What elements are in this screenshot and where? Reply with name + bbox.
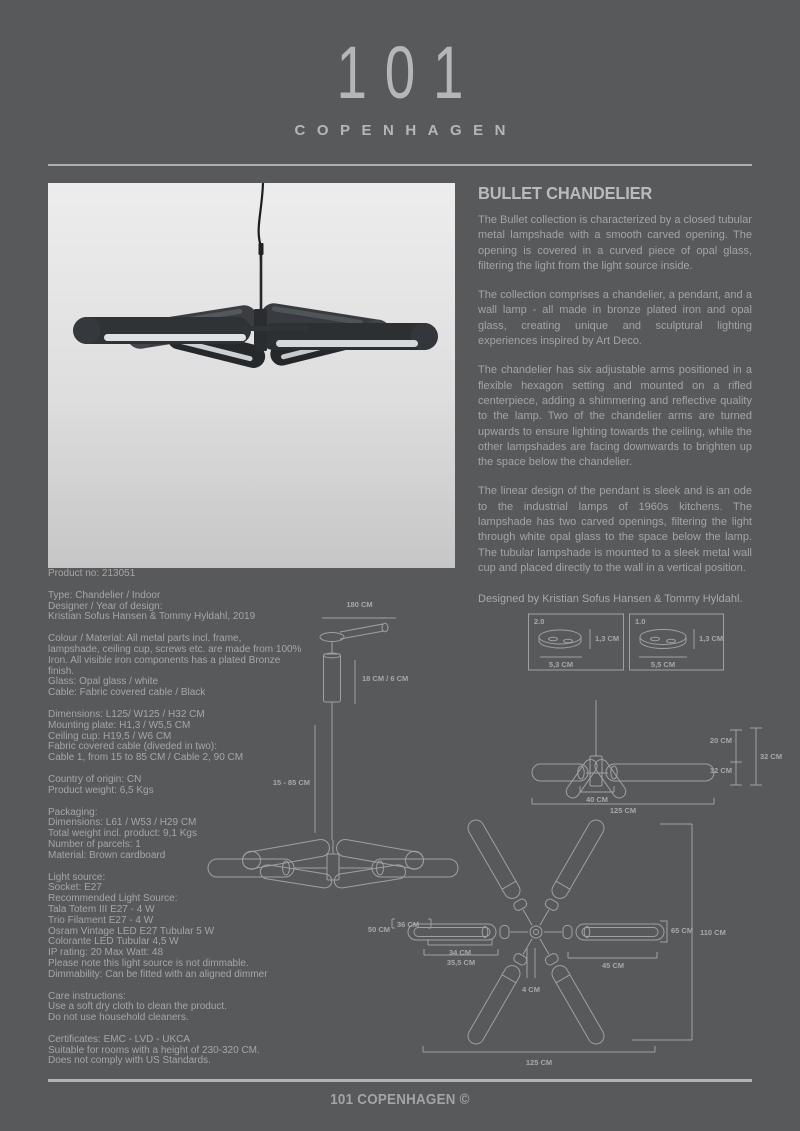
brand-logo: 101: [336, 31, 482, 114]
dim-plate2-diameter: 5,5 CM: [650, 660, 676, 669]
brand-name: COPENHAGEN: [294, 122, 517, 139]
header-divider: [48, 164, 752, 166]
spec-block-care: [48, 992, 316, 1024]
footer-text: 101 COPENHAGEN ©: [330, 1092, 470, 1108]
spec-line: Iron. All visible iron components has a plated Bronze: [48, 654, 281, 666]
spec-line: Type: Chandelier / Indoor: [48, 589, 161, 601]
spec-line: Glass: Opal glass / white: [48, 676, 159, 688]
spec-block-certificates: [48, 1035, 316, 1067]
dim-plate1-version: 2.0: [534, 617, 545, 626]
dim-side-width: 125 CM: [609, 806, 637, 815]
spec-line: Product weight: 6,5 Kgs: [48, 784, 154, 796]
paragraph: The chandelier has six adjustable arms positioned in a flexible hexagon setting and mounted on a rifled centerpiece, adding a shimmering and reflective quality to the lamp. Two of the chandelier arms are turned upwards to ensure lighting towards the ceiling, while the other lampshades are facing downwards to brighten up the space below the chandelier.: [478, 364, 752, 469]
spec-line: Number of parcels: 1: [48, 838, 141, 850]
dim-top-radius-height: 110 CM: [700, 928, 726, 937]
spec-line: Mounting plate: H1,3 / W5,5 CM: [48, 719, 191, 731]
paragraph: The Bullet collection is characterized by a closed tubular metal lampshade with a smooth carved opening. The opening is covered in a curved piece of opal glass, filtering the light from the light source inside.: [478, 214, 752, 272]
dim-side-shade: 12 CM: [709, 766, 732, 775]
spec-line: Dimensions: L125/ W125 / H32 CM: [48, 708, 205, 720]
spec-line: Suitable for rooms with a height of 230-320 CM.: [48, 1044, 260, 1056]
dim-plate1-diameter: 5,3 CM: [548, 660, 574, 669]
spec-line: Ceiling cup: H19,5 / W6 CM: [48, 730, 172, 742]
dim-top-arm: 50 CM: [367, 925, 390, 934]
chandelier-photo-illustration: [48, 183, 455, 568]
dim-top-arm-inner: 36 CM: [397, 920, 420, 929]
dim-plate2-version: 1.0: [635, 617, 646, 626]
spec-line: Colour / Material: All metal parts incl. frame,: [48, 633, 242, 645]
top-view-sketch: [370, 818, 730, 1076]
spec-line: finish.: [48, 665, 75, 677]
dim-pendant-width: 180 CM: [346, 600, 373, 609]
spec-line: Packaging:: [48, 806, 98, 818]
spec-line: Use a soft dry cloth to clean the product.: [48, 1001, 227, 1013]
spec-line: Please note this light source is not dimmable.: [48, 957, 249, 969]
dim-side-total-height: 32 CM: [760, 752, 783, 761]
spec-line: Designer / Year of design:: [48, 600, 163, 612]
product-title: BULLET CHANDELIER: [478, 183, 653, 203]
spec-line: Light source:: [48, 871, 106, 883]
dim-top-center-gap: 4 CM: [522, 985, 540, 994]
product-paragraphs: [478, 213, 752, 576]
spec-line: IP rating: 20 Max Watt: 48: [48, 947, 164, 959]
designed-by: Designed by Kristian Sofus Hansen & Tommy Hyldahl.: [478, 593, 743, 606]
dim-cable-length: 15 - 85 CM: [272, 778, 310, 787]
dim-top-arm-right: 45 CM: [601, 961, 625, 970]
spec-line: Cable 1, from 15 to 85 CM / Cable 2, 90 CM: [48, 752, 244, 764]
spec-line: lampshade, ceiling cup, screws etc. are made from 100%: [48, 643, 302, 655]
dim-side-center: 40 CM: [585, 795, 609, 804]
dim-canopy-height: 18 CM / 6 CM: [362, 674, 409, 683]
spec-line: Osram Vintage LED E27 Tubular 5 W: [48, 925, 215, 937]
spec-line: Trio Filament E27 - 4 W: [48, 914, 154, 926]
spec-line: Do not use household cleaners.: [48, 1012, 189, 1024]
side-view-sketch: [528, 700, 783, 815]
spec-line: Dimensions: L61 / W53 / H29 CM: [48, 817, 197, 829]
product-photo: [48, 183, 455, 568]
spec-line: Socket: E27: [48, 882, 102, 894]
footer-divider: [48, 1079, 752, 1082]
spec-line: Total weight incl. product: 9,1 Kgs: [48, 828, 197, 840]
product-description: [478, 183, 752, 605]
drawing-mounting-plates: [528, 612, 724, 674]
product-number: Product no: 213051: [48, 568, 136, 579]
spec-line: Material: Brown cardboard: [48, 849, 166, 861]
spec-line: Dimmability: Can be fitted with an aligned dimmer: [48, 968, 268, 980]
paragraph: The linear design of the pendant is sleek and is an ode to the industrial lamps of 1960s kitchens. The lampshade has two carved openings, filtering the light through white opal glass to the space below the lamp. The tubular lampshade is mounted to a sleek metal wall cup and placed directly to the wall in a vertical position.: [478, 485, 752, 574]
spec-line: Tala Totem III E27 - 4 W: [48, 903, 155, 915]
dim-top-arm-right-outer: 65 CM: [671, 926, 694, 935]
dim-side-upper: 20 CM: [709, 736, 732, 745]
dim-top-width: 125 CM: [525, 1058, 553, 1067]
drawing-side-view: [528, 700, 783, 815]
spec-line: Cable: Fabric covered cable / Black: [48, 687, 206, 699]
spec-line: Kristian Sofus Hansen & Tommy Hyldahl, 2019: [48, 611, 256, 623]
dim-top-shade-inner: 34 CM: [448, 948, 472, 957]
spec-line: Recommended Light Source:: [48, 893, 178, 905]
dim-plate1-height: 1,3 CM: [595, 634, 620, 643]
spec-line: Country of origin: CN: [48, 773, 142, 785]
spec-line: Does not comply with US Standards.: [48, 1055, 211, 1067]
spec-line: Colorante LED Tubular 4,5 W: [48, 936, 179, 948]
paragraph: The collection comprises a chandelier, a pendant, and a wall lamp - all made in bronze plated iron and opal glass, creating unique and sculptural lighting experiences inspired by Art Deco.: [478, 289, 752, 348]
spec-line: Care instructions:: [48, 990, 126, 1002]
spec-line: Certificates: EMC - LVD - UKCA: [48, 1033, 191, 1045]
spec-line: Fabric covered cable (diveded in two):: [48, 741, 217, 753]
dim-top-shade-outer: 35,5 CM: [446, 958, 476, 967]
dim-plate2-height: 1,3 CM: [699, 634, 724, 643]
drawing-top-view: [367, 818, 730, 1076]
